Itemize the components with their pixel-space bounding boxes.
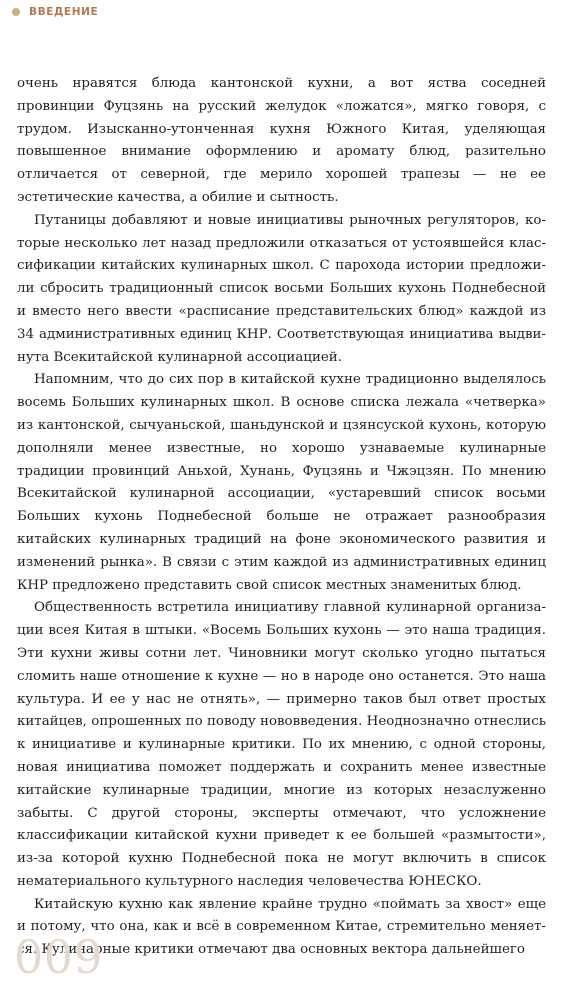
paragraph: Китайскую кухню как явление крайне трудно «поймать за хвост» еще и потому, что она, как и всё в современном Китае, стремительно меняется. Кулинарные критики отмечают два основных вектора дальнейшего	[17, 896, 546, 958]
paragraph: Путаницы добавляют и новые инициативы рыночных регуляторов, которые несколько лет назад предложили отказаться от устоявшейся классификации китайских кулинарных школ. С парохода истории предложили сбросить традиционный список восьми Больших кухонь Поднебесной и вместо него ввести «расписание представительских блюд» каждой из 34 административных единиц КНР. Соответствующая инициатива выдвинута Всекитайской кулинарной ассоциацией.	[17, 212, 546, 365]
running-head	[12, 4, 98, 20]
bullet-dot-icon	[12, 8, 20, 16]
body-text	[17, 73, 546, 962]
paragraph: очень нравятся блюда кантонской кухни, а вот яства соседней провинции Фуцзянь на русский желудок «ложатся», мягко говоря, с трудом. Изысканно-утонченная кухня Южного Китая, уделяющая повышенное внимание оформлению и аромату блюд, разительно отличается от северной, где мерило хорошей трапезы — не ее эстетические качества, а обилие и сытность.	[17, 76, 546, 205]
paragraph: Напомним, что до сих пор в китайской кухне традиционно выделялось восемь Больших кулинарных школ. В основе списка лежала «четверка» из кантонской, сычуаньской, шаньдунской и цзянсуской кухонь, которую дополняли менее известные, но хорошо узнаваемые кулинарные традиции провинций Аньхой, Хунань, Фуцзянь и Чжэцзян. По мнению Всекитайской кулинарной ассоциации, «устаревший список восьми Больших кухонь Поднебесной больше не отражает разнообразия китайских кулинарных традиций на фоне экономического развития и изменений рынка». В связи с этим каждой из административных единиц КНР предложено представить свой список местных знаменитых блюд.	[17, 372, 546, 593]
section-title: ВВЕДЕНИЕ	[29, 6, 99, 18]
page-number: 009	[14, 930, 104, 984]
paragraph: Общественность встретила инициативу главной кулинарной организации всея Китая в штыки. «Восемь Больших кухонь — это наша традиция. Эти кухни живы сотни лет. Чиновники могут сколько угодно пытаться сломить наше отношение к кухне — но в народе оно останется. Это наша культура. И ее у нас не отнять», — примерно таков был ответ простых китайцев, опрошенных по поводу нововведения. Неоднозначно отнеслись к инициативе и кулинарные критики. По их мнению, с одной стороны, новая инициатива поможет поддержать и сохранить менее известные китайские кулинарные традиции, многие из которых незаслуженно забыты. С другой стороны, эксперты отмечают, что усложнение классификации китайской кухни приведет к ее большей «размытости», из-за которой кухню Поднебесной пока не могут включить в список нематериального культурного наследия человечества ЮНЕСКО.	[17, 600, 546, 889]
